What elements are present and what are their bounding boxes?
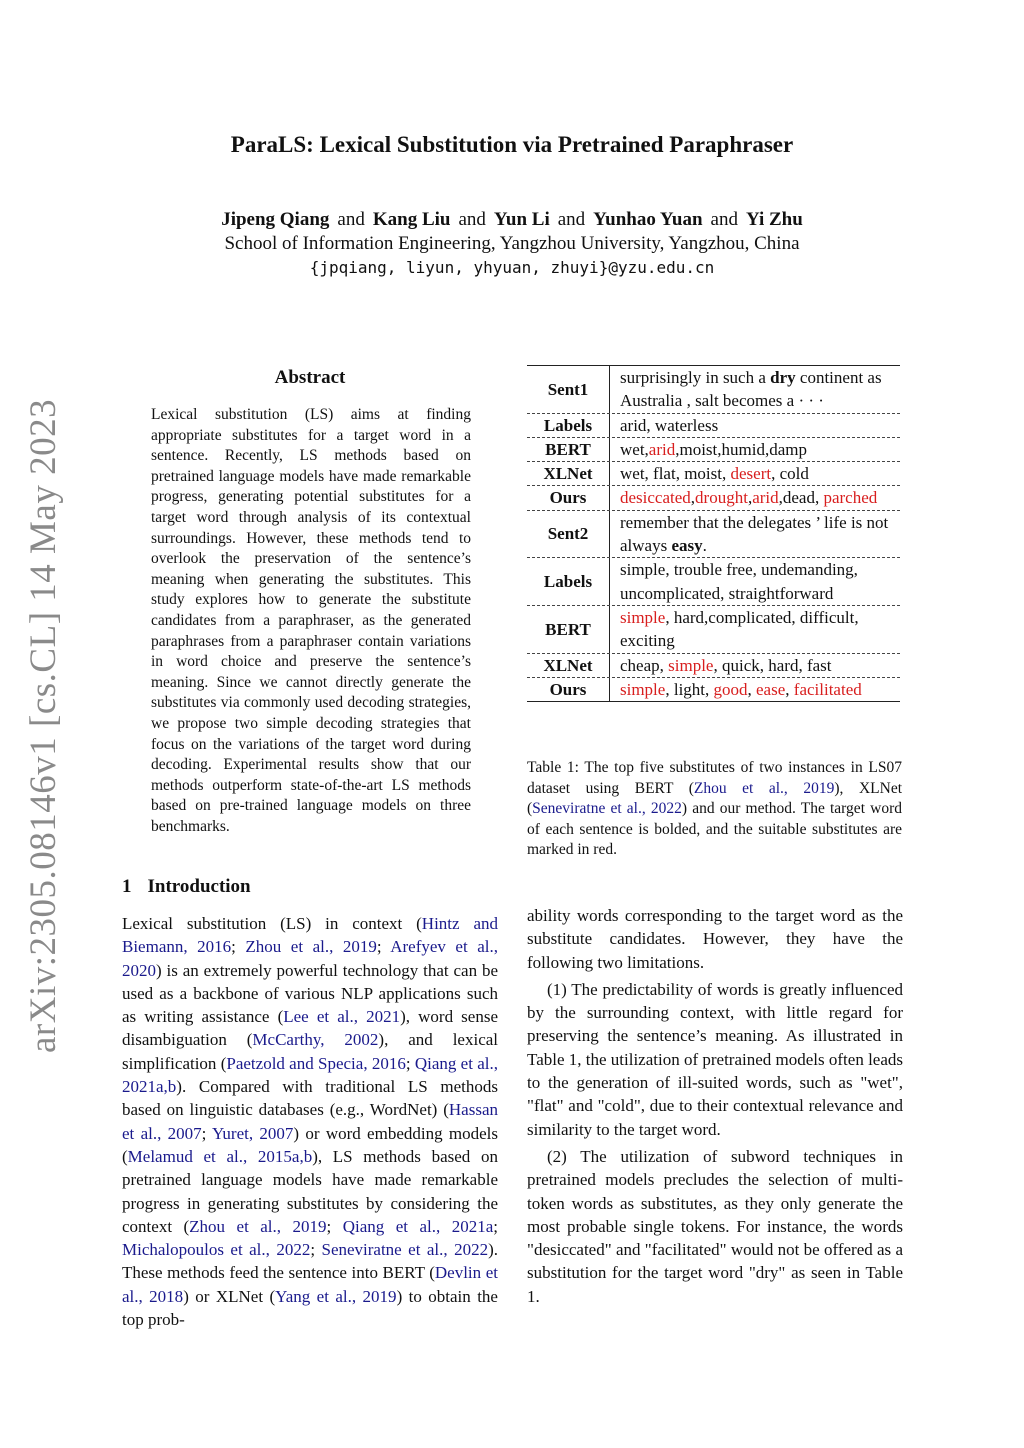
citation-link[interactable]: McCarthy, 2002 (252, 1030, 379, 1050)
author-separator: and (710, 209, 738, 230)
row-content (610, 366, 900, 413)
intro-right-column (527, 904, 903, 1308)
row-label: Sent2 (527, 511, 610, 558)
suitable-substitute: simple (668, 655, 714, 675)
text-run: ). These methods feed the sentence into BERT ( (122, 1240, 498, 1283)
citation-link[interactable]: Paetzold and Specia, 2016 (226, 1053, 406, 1073)
text-run: ; (326, 1216, 343, 1236)
row-label: Ours (527, 678, 610, 701)
citation-link[interactable]: Lee et al., 2021 (283, 1007, 401, 1027)
suitable-substitute: arid (648, 439, 676, 459)
table-row (527, 485, 900, 509)
citation-link[interactable]: Qiang et al., 2021a (342, 1216, 494, 1236)
citation-link[interactable]: Hassan et al., 2007 (122, 1100, 498, 1143)
citation-link[interactable]: Yuret, 2007 (212, 1123, 294, 1143)
text-run: , (785, 679, 794, 699)
target-word: easy (671, 536, 703, 556)
intro-paragraph (122, 912, 498, 1331)
citation-link[interactable]: Zhou et al., 2019 (189, 1216, 327, 1236)
text-run: ) or XLNet ( (183, 1286, 276, 1306)
text-run: continent as Australia , salt becomes a · · · (620, 368, 882, 411)
author-name: Yun Li (493, 209, 550, 230)
text-run: ). Compared with traditional LS methods based on linguistic databases (e.g., WordNet) ( (122, 1077, 498, 1120)
row-content (610, 511, 900, 558)
text-run: ), LS methods based on pretrained language models have made remarkable progress in generating substitutes by considering the context ( (122, 1146, 498, 1236)
text-run: ; (310, 1240, 322, 1260)
suitable-substitute: facilitated (793, 679, 862, 699)
text-run: surprisingly in such a (620, 368, 771, 387)
row-label: BERT (527, 438, 610, 461)
citation-link[interactable]: Zhou et al., 2019 (245, 937, 377, 957)
table-row (527, 677, 900, 701)
suitable-substitute: arid (752, 488, 779, 508)
text-run: ) is an extremely powerful technology that can be used as a backbone of various NLP applications such as writing assistance ( (122, 960, 498, 1027)
citation-link[interactable]: Zhou et al., 2019 (693, 779, 835, 797)
suitable-substitute: simple (620, 679, 666, 699)
text-run: wet, (620, 439, 649, 459)
author-block (0, 208, 1024, 280)
table-caption (527, 758, 902, 861)
row-content (610, 486, 900, 509)
email[interactable]: {jpqiang, liyun, yhyuan, zhuyi}@yzu.edu.cn (309, 258, 715, 277)
citation-link[interactable]: Hintz and Biemann, 2016 (122, 914, 498, 957)
affiliation: School of Information Engineering, Yangzhou University, Yangzhou, China (224, 233, 800, 254)
table-row (527, 366, 900, 413)
text-run: ; (231, 937, 246, 957)
text-run: , quick, hard, fast (713, 655, 832, 675)
author-name: Kang Liu (372, 209, 451, 230)
text-run: ) to obtain the top prob- (122, 1286, 498, 1330)
section-title: Introduction (147, 876, 251, 897)
text-run: ) and our method. The target word of each sentence is bolded, and the suitable substitutes are marked in red. (527, 800, 902, 859)
text-run: Lexical substitution (LS) in context ( (122, 914, 422, 933)
row-content (610, 606, 900, 653)
author-separator: and (458, 209, 486, 230)
right-paragraph: ability words corresponding to the target word as the substitute candidates. However, they have the following two limitations. (527, 906, 903, 972)
row-label: XLNet (527, 654, 610, 677)
row-label: BERT (527, 606, 610, 653)
row-content (610, 558, 900, 605)
author-name: Yi Zhu (745, 209, 803, 230)
right-paragraph: (2) The utilization of subword techniques in pretrained models precludes the selection of multi-token words as substitutes, as they only generate the most probable single tokens. For instance, the words "desiccated" and "facilitated" would not be offered as a substitution for the target word "dry" as seen in Table 1. (527, 1146, 903, 1306)
table-row (527, 461, 900, 485)
table-row (527, 510, 900, 558)
text-run: simple, trouble free, undemanding, uncomplicated, straightforward (620, 560, 858, 603)
text-run: ), word sense disambiguation ( (122, 1007, 499, 1050)
row-label: XLNet (527, 462, 610, 485)
table-row (527, 653, 900, 677)
abstract-heading: Abstract (274, 367, 346, 388)
text-run: , (747, 488, 753, 508)
text-run: ; (493, 1216, 498, 1236)
substitutes-table (527, 365, 900, 702)
text-run: , hard,complicated, difficult, exciting (620, 607, 859, 651)
row-content (610, 414, 900, 437)
section-number: 1 (122, 876, 132, 897)
paper-title: ParaLS: Lexical Substitution via Pretrained Paraphraser (230, 132, 794, 157)
suitable-substitute: ease (756, 679, 786, 699)
row-label: Ours (527, 486, 610, 509)
right-paragraph: (1) The predictability of words is greatly influenced by the surrounding context, with little regard for preserving the sentence’s meaning. As illustrated in Table 1, the utilization of pretrained models often leads to the generation of ill-suited words, such as "wet", "flat" and "cold", due to their contextual relevance and similarity to the target word. (527, 979, 903, 1139)
row-label: Sent1 (527, 366, 610, 413)
citation-link[interactable]: Qiang et al., 2021a,b (122, 1053, 498, 1097)
text-run: remember that the delegates ’ life is not always (620, 512, 889, 556)
text-run: . (702, 536, 707, 556)
author-name: Yunhao Yuan (593, 209, 703, 230)
row-content (610, 462, 900, 485)
suitable-substitute: desiccated (620, 488, 691, 508)
author-line (0, 208, 1024, 232)
suitable-substitute: simple (620, 607, 666, 627)
author-separator: and (337, 209, 365, 230)
table-row (527, 437, 900, 461)
citation-link[interactable]: Arefyev et al., 2020 (122, 937, 498, 980)
suitable-substitute: good (713, 679, 748, 699)
suitable-substitute: parched (823, 488, 878, 508)
target-word: dry (770, 368, 796, 387)
text-run: ,moist,humid,damp (675, 439, 807, 459)
row-content (610, 654, 900, 677)
text-run: ; (201, 1123, 213, 1143)
table-row (527, 557, 900, 605)
author-separator: and (557, 209, 586, 230)
text-run: , cold (771, 464, 809, 484)
abstract-text: Lexical substitution (LS) aims at finding appropriate substitutes for a target word in a sentence. Recently, LS methods based on pretrained language models have made remarkable progress, generating potential substitutes for a target word through analysis of its contextual surroundings. However, these methods tend to overlook the preservation of the sentence’s meaning when generating the substitutes. This study explores how to generate the substitute candidates from a paraphraser, as the generated paraphrases from a paraphraser contain variations in word choice and preserve the sentence’s meaning. Since we cannot directly generate the substitutes via commonly used decoding strategies, we propose two simple decoding strategies that focus on the variations of the target word during decoding. Experimental results show that our methods outperform state-of-the-art LS methods based on pre-trained language models on three benchmarks. (151, 406, 471, 835)
text-run: , light, (665, 679, 714, 699)
section-heading (122, 876, 251, 898)
arxiv-stamp: arXiv:2305.08146v1 [cs.CL] 14 May 2023 (23, 398, 64, 1053)
text-run: ; (376, 937, 391, 957)
text-run: Table 1: The top five substitutes of two instances in LS07 dataset using BERT ( (527, 759, 902, 797)
citation-link[interactable]: Michalopoulos et al., 2022 (122, 1240, 311, 1260)
citation-link[interactable]: Yang et al., 2019 (275, 1286, 397, 1306)
text-run: ), and lexical simplification ( (122, 1030, 499, 1073)
table-row (527, 605, 900, 653)
text-run: ; (405, 1053, 415, 1073)
suitable-substitute: desert (730, 464, 772, 484)
intro-left-column (122, 912, 498, 1331)
citation-link[interactable]: Seneviratne et al., 2022 (321, 1240, 489, 1260)
citation-link[interactable]: Melamud et al., 2015a,b (127, 1146, 313, 1166)
citation-link[interactable]: Seneviratne et al., 2022 (532, 800, 682, 818)
text-run: cheap, (620, 655, 669, 675)
text-run: wet, flat, moist, (620, 464, 731, 484)
row-label: Labels (527, 414, 610, 437)
table-row (527, 413, 900, 437)
text-run: , (690, 488, 696, 508)
citation-link[interactable]: Devlin et al., 2018 (122, 1263, 498, 1306)
author-name: Jipeng Qiang (221, 209, 330, 230)
row-content (610, 438, 900, 461)
text-run: arid, waterless (620, 415, 719, 435)
text-run: ), XLNet ( (527, 779, 903, 818)
text-run: ) or word embedding models ( (122, 1123, 498, 1166)
text-run: , (747, 679, 757, 699)
row-content (610, 678, 900, 701)
suitable-substitute: drought (695, 488, 748, 508)
text-run: ,dead, (778, 488, 824, 508)
row-label: Labels (527, 558, 610, 605)
